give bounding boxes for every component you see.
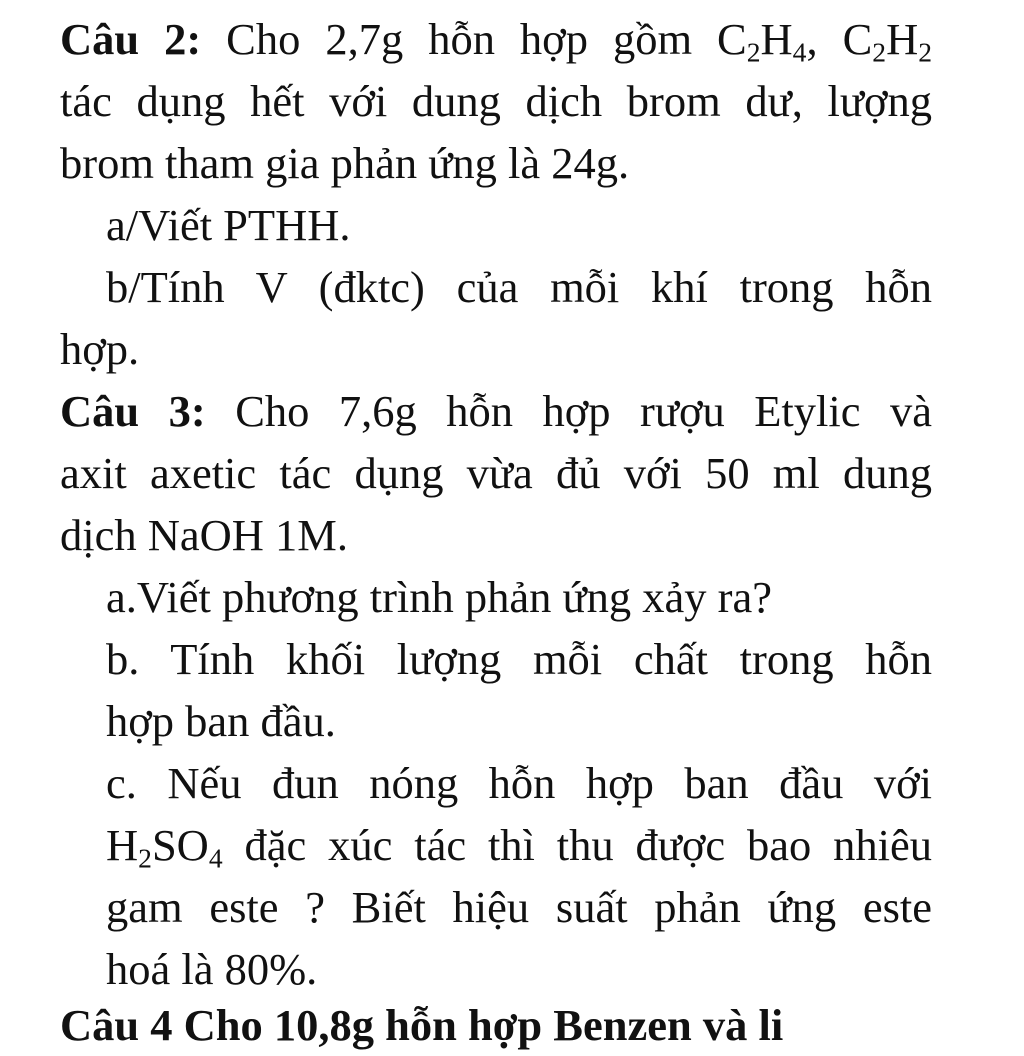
cau3-label: Câu 3: xyxy=(60,386,206,436)
cau3-part-b-line-2: hợp ban đầu. xyxy=(106,696,336,746)
cut-off-line: Câu 4 Cho 10,8g hỗn hợp Benzen và li xyxy=(60,1000,784,1050)
cau3-part-c-line-2 xyxy=(106,814,932,876)
cau3-part-c-line-4: hoá là 80%. xyxy=(106,944,318,994)
cau3-part-a: a.Viết phương trình phản ứng xảy ra? xyxy=(106,572,772,622)
cau3-part-c-line-3: gam este ? Biết hiệu suất phản ứng este xyxy=(106,882,932,932)
cau2-line-1 xyxy=(60,8,932,70)
cau2-part-b-line-2: hợp. xyxy=(60,324,140,374)
cau3-line-3: dịch NaOH 1M. xyxy=(60,510,348,560)
cau3-part-c-line-1: c. Nếu đun nóng hỗn hợp ban đầu với xyxy=(106,758,932,808)
cut-off-line-container xyxy=(60,994,960,1050)
cau2-line-3: brom tham gia phản ứng là 24g. xyxy=(60,138,630,188)
cau3-line-2: axit axetic tác dụng vừa đủ với 50 ml dung xyxy=(60,448,932,498)
cau3-part-b-line-1: b. Tính khối lượng mỗi chất trong hỗn xyxy=(106,634,932,684)
cau2-intro-text: Cho 2,7g hỗn hợp gồm xyxy=(201,14,718,64)
formula-c2h4: $C_2H_4$ xyxy=(717,14,807,68)
cau2-line-2: tác dụng hết với dung dịch brom dư, lượng xyxy=(60,76,932,126)
formula-c2h2: $C_2H_2$ xyxy=(842,14,932,68)
cau2-label: Câu 2: xyxy=(60,14,202,64)
cau2-part-a: a/Viết PTHH. xyxy=(106,200,351,250)
cau3-part-c-line-2-text: đặc xúc tác thì thu được bao nhiêu xyxy=(222,820,932,870)
cau3-line-1 xyxy=(60,380,932,442)
formula-h2so4: $H_2SO_4$ xyxy=(106,820,223,874)
cau3-intro-text: Cho 7,6g hỗn hợp rượu Etylic và xyxy=(205,386,932,436)
formula-separator: , xyxy=(806,14,843,64)
cau2-part-b-line-1: b/Tính V (đktc) của mỗi khí trong hỗn xyxy=(106,262,932,312)
